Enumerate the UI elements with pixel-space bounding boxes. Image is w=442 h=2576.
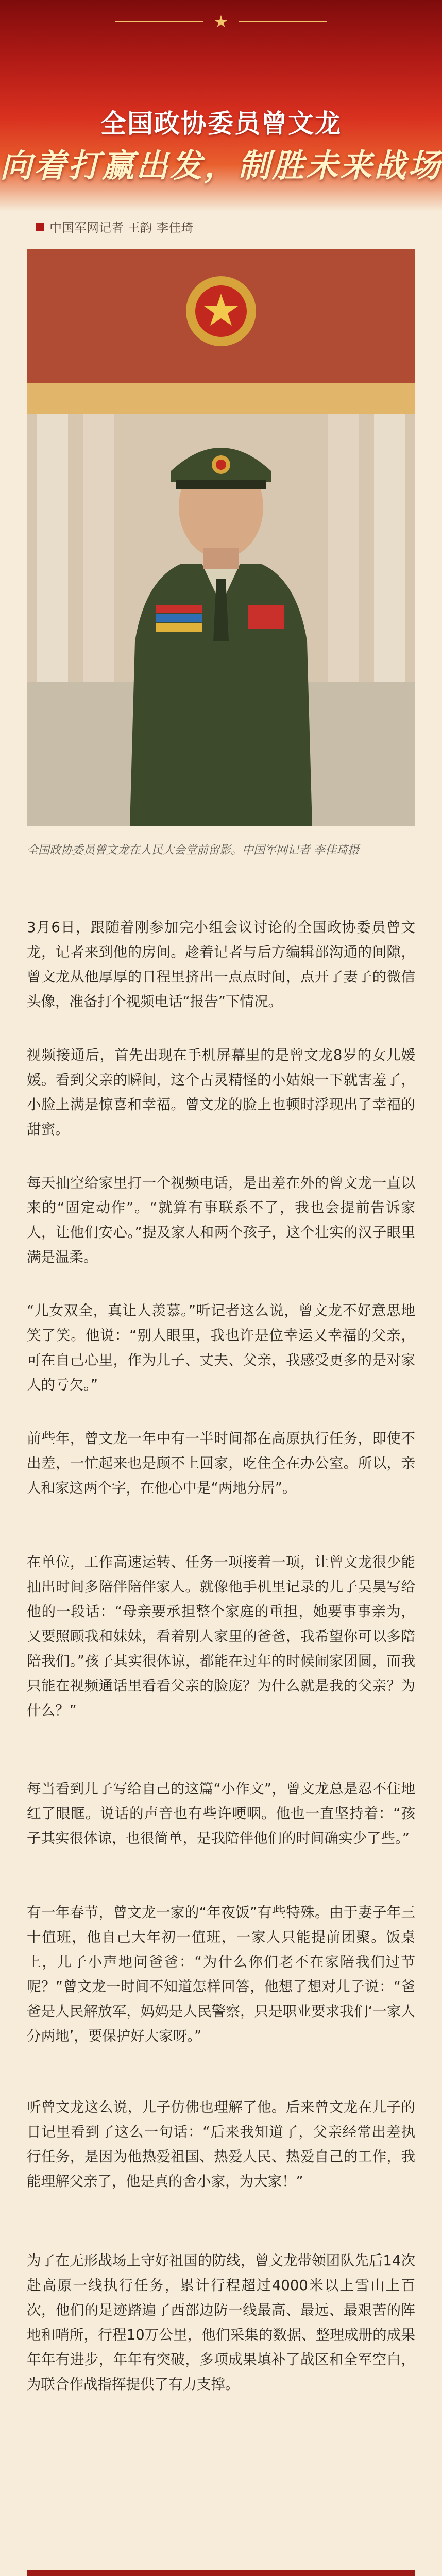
headline-line-1: 全国政协委员曾文龙 — [100, 109, 342, 138]
headline-line-2: 向着打赢出发，制胜未来战场 — [0, 148, 442, 184]
star-ornament — [0, 13, 442, 30]
paragraph-3: 每天抽空给家里打一个视频电话，是出差在外的曾文龙一直以来的“固定动作”。“就算有事联系不了，我也会提前告诉家人，让他们安心。”提及家人和两个孩子，这个壮实的汉子眼里满是温柔。 — [27, 1175, 415, 1265]
paragraph-2: 视频接通后，首先出现在手机屏幕里的是曾文龙8岁的女儿媛媛。看到父亲的瞬间，这个古灵精怪的小姑娘一下就害羞了，小脸上满是惊喜和幸福。曾文龙的脸上也顿时浮现出了幸福的甜蜜。 — [27, 1047, 415, 1138]
paragraph-10: 为了在无形战场上守好祖国的防线，曾文龙带领团队先后14次赴高原一线执行任务，累计行程超过4000米以上雪山上百次，他们的足迹踏遍了西部边防一线最高、最远、最艰苦的阵地和哨所，行程10万公里，他们采集的数据、整理成册的成果年年有进步，年年有突破，多项成果填补了战区和全军空白，为联合作战指挥提供了有力支撑。 — [27, 2252, 415, 2393]
portrait-photo — [27, 249, 415, 826]
photo-caption-1: 全国政协委员曾文龙在人民大会堂前留影。中国军网记者 李佳琦摄 — [27, 844, 359, 857]
paragraph-9: 听曾文龙这么说，儿子仿佛也理解了他。后来曾文龙在儿子的日记里看到了这么一句话：“后来我知道了，父亲经常出差执行任务，是因为他热爱祖国、热爱人民、热爱自己的工作，我能理解父亲了，他是真的舍小家，为大家！” — [27, 2099, 415, 2190]
portrait-illustration — [27, 249, 415, 826]
ornament-line-left — [115, 21, 203, 22]
paragraph-4: “儿女双全，真让人羡慕。”听记者这么说，曾文龙不好意思地笑了笑。他说：“别人眼里，我也许是位幸运又幸福的父亲，可在自己心里，作为儿子、丈夫、父亲，我感受更多的是对家人的亏欠。” — [27, 1302, 415, 1393]
paragraph-5: 前些年，曾文龙一年中有一半时间都在高原执行任务，即使不出差，一忙起来也是顾不上回家，吃住全在办公室。所以，亲人和家这两个字，在他心中是“两地分居”。 — [27, 1430, 415, 1496]
team-illustration — [27, 2570, 415, 2576]
ornament-line-right — [239, 21, 327, 22]
byline-marker-icon — [36, 223, 44, 231]
paragraph-6: 在单位，工作高速运转、任务一项接着一项，让曾文龙很少能抽出时间多陪伴陪伴家人。就像他手机里记录的儿子吴昊写给他的一段话：“母亲要承担整个家庭的重担，她要事事亲为，又要照顾我和妹妹，看着别人家里的爸爸，我希望你可以多陪陪我们。”孩子其实很体谅，都能在过年的时候闹家团圆，而我只能在视频通话里看看父亲的脸庞？为什么就是我的父亲？为什么？” — [27, 1554, 415, 1719]
team-photo — [27, 2570, 415, 2576]
byline-text: 中国军网记者 王韵 李佳琦 — [49, 221, 194, 235]
paragraph-1: 3月6日，跟随着刚参加完小组会议讨论的全国政协委员曾文龙，记者来到他的房间。趁着记者与后方编辑部沟通的间隙，曾文龙从他厚厚的日程里挤出一点点时间，点开了妻子的微信头像，准备打个视频电话“报告”下情况。 — [27, 919, 415, 1010]
paragraph-7: 每当看到儿子写给自己的这篇“小作文”，曾文龙总是忍不住地红了眼眶。说话的声音也有些许哽咽。他也一直坚持着：“孩子其实很体谅，也很简单，是我陪伴他们的时间确实少了些。” — [27, 1781, 415, 1846]
paragraph-8: 有一年春节，曾文龙一家的“年夜饭”有些特殊。由于妻子年三十值班，他自己大年初一值班，一家人只能提前团聚。饭桌上，儿子小声地问爸爸：“为什么你们老不在家陪我们过节呢？”曾文龙一时间不知道怎样回答，他想了想对儿子说：“爸爸是人民解放军，妈妈是人民警察，只是职业要求我们‘一家人分两地’，要保护好大家呀。” — [27, 1904, 415, 2044]
byline — [36, 217, 407, 235]
star-icon: ★ — [213, 12, 229, 31]
header-banner — [0, 0, 442, 211]
